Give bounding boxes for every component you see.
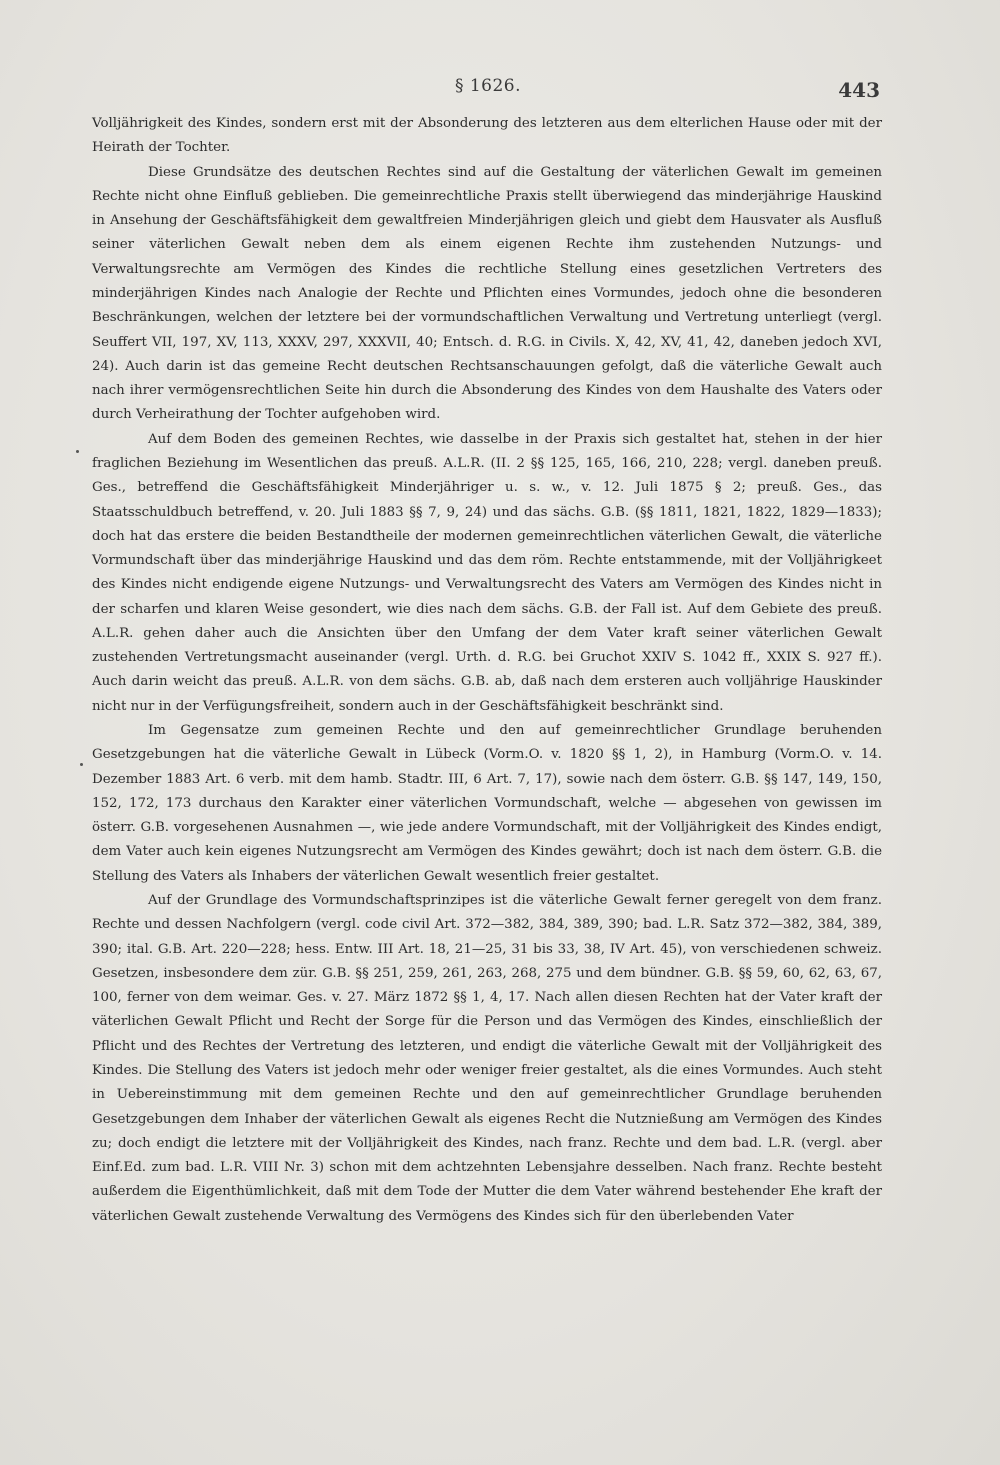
paragraph-4: Im Gegensatze zum gemeinen Rechte und den auf gemeinrechtlicher Grundlage beruhenden Gesetzgebungen hat die väterliche Gewalt in Lübeck (Vorm.O. v. 1820 §§ 1, 2), in Hamburg (Vorm.O. v. 14. Dezember 1883 Art. 6 verb. mit dem hamb. Stadtr. III, 6 Art. 7, 17), sowie nach dem österr. G.B. §§ 147, 149, 150, 152, 172, 173 durchaus den Karakter einer väterlichen Vormundschaft, welche — abgesehen von gewissen im österr. G.B. vorgesehenen Ausnahmen —, wie jede andere Vormundschaft, mit der Volljährigkeit des Kindes endigt, dem Vater auch kein eigenes Nutzungsrecht am Vermögen des Kindes gewährt; doch ist nach dem österr. G.B. die Stellung des Vaters als Inhabers der väterlichen Gewalt wesentlich freier gestaltet. (92, 723, 882, 884)
margin-speck (80, 763, 83, 766)
section-heading: § 1626. (454, 76, 522, 96)
paragraph-3: Auf dem Boden des gemeinen Rechtes, wie dasselbe in der Praxis sich gestaltet hat, stehen in der hier fraglichen Beziehung im Wesentlichen das preuß. A.L.R. (II. 2 §§ 125, 165, 166, 210, 228; vergl. daneben preuß. Ges., betreffend die Geschäftsfähigkeit Minderjähriger u. s. w., v. 12. Juli 1875 § 2; preuß. Ges., das Staatsschuldbuch betreffend, v. 20. Juli 1883 §§ 7, 9, 24) und das sächs. G.B. (§§ 1811, 1821, 1822, 1829—1833); doch hat das erstere die beiden Bestandtheile der modernen gemeinrechtlichen väterlichen Gewalt, die väterliche Vormundschaft über das minderjährige Hauskind und das dem röm. Rechte entstammende, mit der Volljährigkeet des Kindes nicht endigende eigene Nutzungs- und Verwaltungsrecht des Vaters am Vermögen des Kindes nicht in der scharfen und klaren Weise gesondert, wie dies nach dem sächs. G.B. der Fall ist. Auf dem Gebiete des preuß. A.L.R. gehen daher auch die Ansichten über den Umfang der dem Vater kraft seiner väterlichen Gewalt zustehenden Vertretungsmacht auseinander (vergl. Urth. d. R.G. bei Gruchot XXIV S. 1042 ff., XXIX S. 927 ff.). Auch darin weicht das preuß. A.L.R. von dem sächs. G.B. ab, daß nach dem ersteren auch volljährige Hauskinder nicht nur in der Verfügungsfreiheit, sondern auch in der Geschäftsfähigkeit beschränkt sind. (92, 431, 882, 714)
paragraph-2: Diese Grundsätze des deutschen Rechtes sind auf die Gestaltung der väterlichen Gewalt im gemeinen Rechte nicht ohne Einfluß geblieben. Die gemeinrechtliche Praxis stellt überwiegend das minderjährige Hauskind in Ansehung der Geschäftsfähigkeit dem gewaltfreien Minderjährigen gleich und giebt dem Hausvater als Ausfluß seiner väterlichen Gewalt neben dem als einem eigenen Rechte ihm zustehenden Nutzungs- und Verwaltungsrechte am Vermögen des Kindes die rechtliche Stellung eines gesetzlichen Vertreters des minderjährigen Kindes nach Analogie der Rechte und Pflichten eines Vormundes, jedoch ohne die besonderen Beschränkungen, welchen der letztere bei der vormundschaftlichen Verwaltung und Vertretung unterliegt (vergl. Seuffert VII, 197, XV, 113, XXXV, 297, XXXVII, 40; Entsch. d. R.G. in Civils. X, 42, XV, 41, 42, daneben jedoch XVI, 24). Auch darin ist das gemeine Recht deutschen Rechtsanschauungen gefolgt, daß die väterliche Gewalt auch nach ihrer vermögensrechtlichen Seite hin durch die Absonderung des Kindes von dem Haushalte des Vaters oder durch Verheirathung der Tochter aufgehoben wird. (92, 164, 882, 423)
running-header (96, 72, 880, 102)
page-number: 443 (838, 78, 880, 102)
paragraph-5: Auf der Grundlage des Vormundschaftsprinzipes ist die väterliche Gewalt ferner geregelt von dem franz. Rechte und dessen Nachfolgern (vergl. code civil Art. 372—382, 384, 389, 390; bad. L.R. Satz 372—382, 384, 389, 390; ital. G.B. Art. 220—228; hess. Entw. III Art. 18, 21—25, 31 bis 33, 38, IV Art. 45), von verschiedenen schweiz. Gesetzen, insbesondere dem zür. G.B. §§ 251, 259, 261, 263, 268, 275 und dem bündner. G.B. §§ 59, 60, 62, 63, 67, 100, ferner von dem weimar. Ges. v. 27. März 1872 §§ 1, 4, 17. Nach allen diesen Rechten hat der Vater kraft der väterlichen Gewalt Pflicht und Recht der Sorge für die Person und das Vermögen des Kindes, einschließlich der Pflicht und des Rechtes der Vertretung des letzteren, und endigt die väterliche Gewalt mit der Volljährigkeit des Kindes. Die Stellung des Vaters ist jedoch mehr oder weniger freier gestaltet, als die eines Vormundes. Auch steht in Uebereinstimmung mit dem gemeinen Rechte und den auf gemeinrechtlicher Grundlage beruhenden Gesetzgebungen dem Inhaber der väterlichen Gewalt als eigenes Recht die Nutznießung am Vermögen des Kindes zu; doch endigt die letztere mit der Volljährigkeit des Kindes, nach franz. Rechte und dem bad. L.R. (vergl. aber Einf.Ed. zum bad. L.R. VIII Nr. 3) schon mit dem achtzehnten Lebensjahre desselben. Nach franz. Rechte besteht außerdem die Eigenthümlichkeit, daß mit dem Tode der Mutter die dem Vater während bestehender Ehe kraft der väterlichen Gewalt zustehende Verwaltung des Vermögens des Kindes sich für den überlebenden Vater (92, 893, 882, 1224)
paragraph-1: Volljährigkeit des Kindes, sondern erst mit der Absonderung des letzteren aus dem elterlichen Hause oder mit der Heirath der Tochter. (92, 116, 882, 156)
body-text (92, 112, 882, 1229)
margin-speck (76, 450, 79, 453)
